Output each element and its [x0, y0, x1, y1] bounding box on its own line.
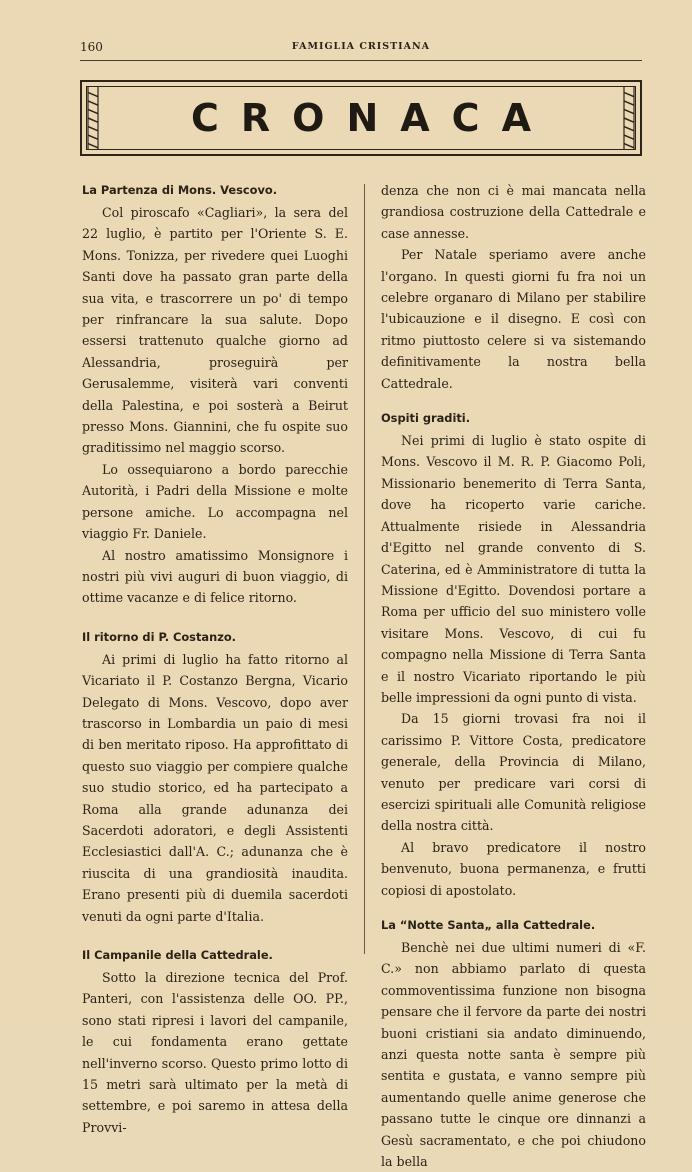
article-paragraph: Al bravo predicatore il nostro benvenuto, buona permanenza, e frutti copiosi di apostolato. — [381, 839, 646, 898]
article-heading: La “Notte Santa„ alla Cattedrale. — [381, 918, 596, 932]
article-heading: La Partenza di Mons. Vescovo. — [82, 183, 278, 197]
journal-title: FAMIGLIA CRISTIANA — [291, 41, 431, 52]
article-paragraph: Lo ossequiarono a bordo parecchie Autorità, i Padri della Missione e molte persone amiche. Lo accompagna nel viaggio Fr. Daniele. — [82, 461, 348, 542]
banner-title: CRONACA — [191, 96, 553, 140]
right-column — [381, 180, 646, 1172]
article-heading: Il Campanile della Cattedrale. — [82, 948, 273, 962]
running-head — [80, 40, 642, 58]
banner-ornament-left-icon — [86, 86, 100, 150]
article-paragraph: Per Natale speriamo avere anche l'organo. In questi giorni fu fra noi un celebre organaro di Milano per stabilire l'ubicauzione e il disegno. E così con ritmo piuttosto celere si va sistemando definitivamente la nostra bella Cattedrale. — [381, 247, 646, 391]
header-rule — [80, 60, 642, 61]
column-divider — [364, 184, 365, 954]
article-paragraph: Sotto la direzione tecnica del Prof. Panteri, con l'assistenza delle OO. PP., sono stati ripresi i lavori del campanile, le cui fondamenta erano gettate nell'inverno scorso. Questo primo lotto di 15 metri sarà ultimato per la metà di settembre, e poi saremo in attesa della Provvi- — [82, 970, 348, 1135]
article-paragraph: Col piroscafo «Cagliari», la sera del 22 luglio, è partito per l'Oriente S. E. Mons. Tonizza, per rivedere quei Luoghi Santi dove ha passato gran parte della sua vita, e trascorrere un po' di tempo per rinfrancare la sua salute. Dopo essersi trattenuto qualche giorno ad Alessandria, proseguirà per Gerusalemme, visiterà vari conventi della Palestina, e poi sosterà a Beirut presso Mons. Giannini, che fu ospite suo graditissimo nel maggio scorso. — [82, 205, 348, 456]
article-heading: Il ritorno di P. Costanzo. — [82, 629, 236, 644]
article-paragraph: Al nostro amatissimo Monsignore i nostri più vivi auguri di buon viaggio, di ottime vacanze e di felice ritorno. — [82, 547, 348, 606]
banner-ornament-right-icon — [622, 86, 636, 150]
article-paragraph: Ai primi di luglio ha fatto ritorno al Vicariato il P. Costanzo Bergna, Vicario Delegato di Mons. Vescovo, dopo aver trascorso in Lombardia un paio di mesi di ben meritato riposo. Ha approfittato di questo suo viaggio per compiere qualche suo studio storico, ed ha partecipato a Roma alla grande adunanza dei Sacerdoti adoratori, e degli Assistenti Ecclesiastici dall'A. C.; adunanza che è riuscita di una grandiosità inaudita. Erano presenti più di duemila sacerdoti venuti da ogni parte d'Italia. — [82, 651, 348, 924]
page-number: 160 — [80, 40, 103, 54]
article-heading: Ospiti graditi. — [381, 411, 471, 426]
article-paragraph: Nei primi di luglio è stato ospite di Mons. Vescovo il M. R. P. Giacomo Poli, Missionario benemerito di Terra Santa, dove ha ricoperto varie cariche. Attualmente risiede in Alessandria d'Egitto nel grande convento di S. Caterina, ed è Amministratore di tutta la Missione d'Egitto. Dovendosi portare a Roma per ufficio del suo ministero volle visitare Mons. Vescovo, di cui fu compagno nella Missione di Terra Santa e il nostro Vicariato riportando le più belle impressioni da ogni punto di vista. — [381, 433, 646, 705]
section-banner — [80, 80, 642, 156]
article-paragraph: Da 15 giorni trovasi fra noi il carissimo P. Vittore Costa, predicatore generale, della Provincia di Milano, venuto per predicare vari corsi di esercizi spirituali alle Comunità religiose della nostra città. — [381, 711, 646, 834]
article-paragraph: Benchè nei due ultimi numeri di «F. C.» non abbiamo parlato di questa commoventissima funzione non bisogna pensare che il fervore da parte dei nostri buoni cristiani sia andato diminuendo, anzi questa notte santa è sempre più sentita e gustata, e vanno sempre più aumentando quelle anime generose che passano tutte le cinque ore dinnanzi a Gesù sacramentato, e che poi chiudono la bella — [381, 940, 646, 1170]
article-paragraph: denza che non ci è mai mancata nella grandiosa costruzione della Cattedrale e case annesse. — [381, 183, 646, 241]
left-column — [82, 180, 348, 1138]
